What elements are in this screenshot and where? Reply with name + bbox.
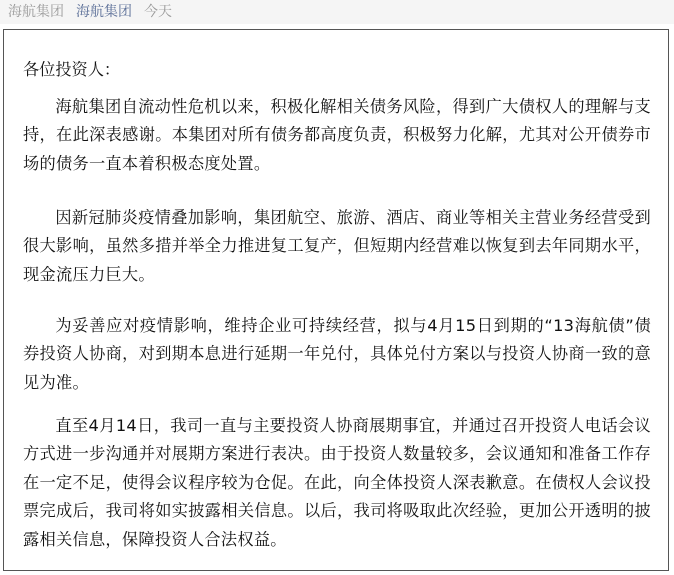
source-label: 海航集团 <box>8 4 64 20</box>
letter-paragraph: 为妥善应对疫情影响，维持企业可持续经营，拟与4月15日到期的“13海航债”债券投资人协商，对到期本息进行延期一年兑付，具体兑付方案以与投资人协商一致的意见为准。 <box>23 316 651 392</box>
letter-frame <box>3 29 669 571</box>
letter-greeting: 各位投资人： <box>23 60 121 79</box>
article-header <box>0 0 674 24</box>
letter-paragraph: 直至4月14日，我司一直与主要投资人协商展期事宜，并通过召开投资人电话会议方式进一步沟通并对展期方案进行表决。由于投资人数量较多，会议通知和准备工作存在一定不足，使得会议程序较为仓促。在此，向全体投资人深表歉意。在债权人会议投票完成后，我司将如实披露相关信息。以后，我司将吸取此次经验，更加公开透明的披露相关信息，保障投资人合法权益。 <box>23 416 651 549</box>
account-name-link[interactable]: 海航集团 <box>76 4 132 20</box>
letter-paragraph: 海航集团自流动性危机以来，积极化解相关债务风险，得到广大债权人的理解与支持，在此深表感谢。本集团对所有债务都高度负责，积极努力化解，尤其对公开债券市场的债务一直本着积极态度处置。 <box>23 97 651 173</box>
publish-time: 今天 <box>144 4 172 20</box>
letter-paragraph: 因新冠肺炎疫情叠加影响，集团航空、旅游、酒店、商业等相关主营业务经营受到很大影响，虽然多措并举全力推进复工复产，但短期内经营难以恢复到去年同期水平，现金流压力巨大。 <box>23 208 651 284</box>
